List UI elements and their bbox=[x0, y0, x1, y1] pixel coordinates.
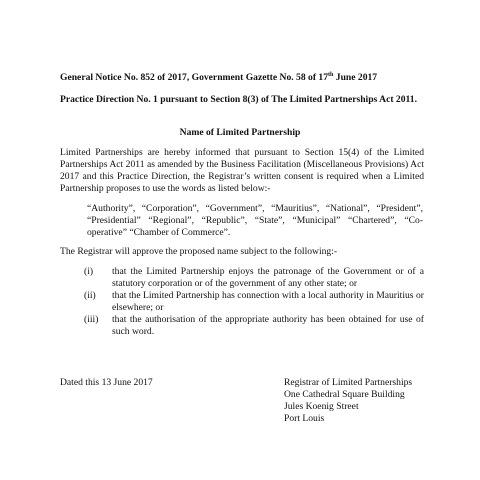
signature-line: Registrar of Limited Partnerships bbox=[284, 377, 413, 388]
condition-line: such word. bbox=[112, 326, 155, 337]
signature-line: One Cathedral Square Building bbox=[284, 389, 405, 400]
word-list-line: “Authority”, “Corporation”, “Government”, “Mauritius”, “National”, “President”, bbox=[87, 203, 423, 214]
condition-line: that the authorisation of the appropriate authority has been obtained for use of bbox=[112, 314, 424, 325]
practice-direction-heading: Practice Direction No. 1 pursuant to Section 8(3) of The Limited Partnerships Act 2011. bbox=[60, 94, 417, 105]
word-list-line: “Presidential” “Regional”, “Republic”, “State”, “Municipal” “Chartered”, “Co- bbox=[87, 215, 423, 226]
approval-intro: The Registrar will approve the proposed name subject to the following:- bbox=[60, 246, 338, 257]
intro-line: 2017 and this Practice Direction, the Registrar’s written consent is required when a Limited bbox=[60, 171, 424, 182]
gazette-notice-superscript: th bbox=[328, 72, 334, 78]
condition-number: (ii) bbox=[84, 290, 96, 301]
gazette-notice-date: June 2017 bbox=[333, 72, 378, 83]
intro-line: Partnership proposes to use the words as listed below:- bbox=[60, 183, 271, 194]
signature-line: Port Louis bbox=[284, 413, 325, 424]
dated-line: Dated this 13 June 2017 bbox=[60, 377, 153, 388]
condition-line: that the Limited Partnership enjoys the patronage of the Government or of a bbox=[112, 266, 424, 277]
word-list-line: operative” “Chamber of Commerce”. bbox=[87, 227, 231, 238]
gazette-notice-heading bbox=[60, 72, 377, 84]
signature-line: Jules Koenig Street bbox=[284, 401, 359, 412]
intro-line: Limited Partnerships are hereby informed that pursuant to Section 15(4) of the Limited bbox=[60, 147, 424, 158]
condition-line: elsewhere; or bbox=[112, 302, 164, 313]
condition-line: that the Limited Partnership has connection with a local authority in Mauritius or bbox=[112, 290, 424, 301]
intro-line: Partnerships Act 2011 as amended by the Business Facilitation (Miscellaneous Provisions) Act bbox=[60, 159, 424, 170]
gazette-notice-text: General Notice No. 852 of 2017, Government Gazette No. 58 of 17 bbox=[60, 72, 329, 83]
condition-number: (i) bbox=[84, 266, 94, 277]
section-title: Name of Limited Partnership bbox=[179, 127, 301, 138]
condition-line: statutory corporation or of the government of any other state; or bbox=[112, 278, 358, 289]
condition-number: (iii) bbox=[84, 314, 99, 325]
